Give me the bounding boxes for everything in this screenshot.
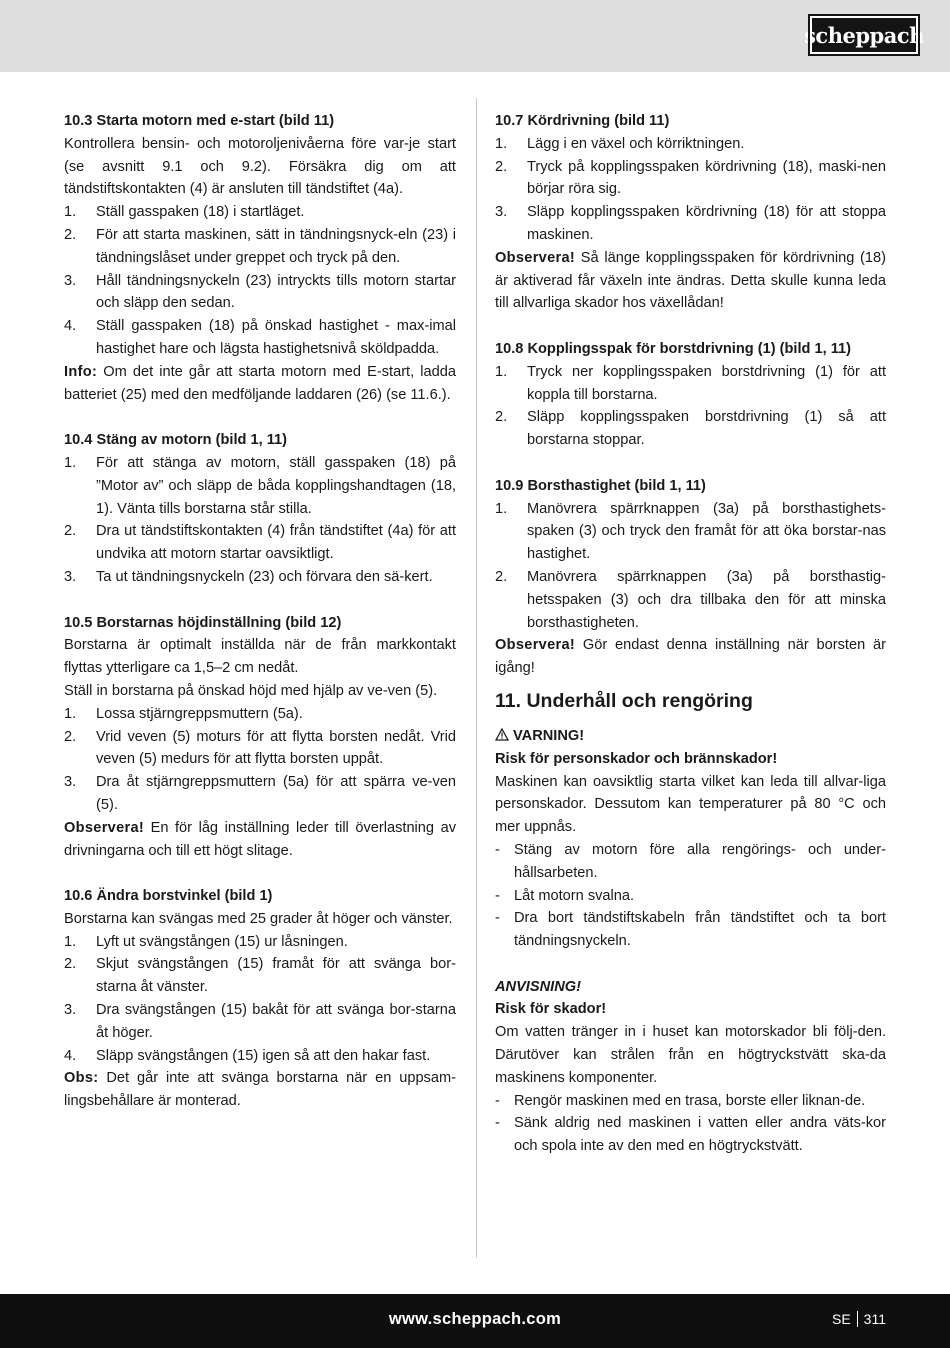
list-item: 3. Släpp kopplingsspaken kördrivning (18) för att stoppa maskinen. <box>495 204 886 243</box>
list-item: 1. Tryck ner kopplingsspaken borstdrivning (1) för att koppla till borstarna. <box>495 363 886 403</box>
list-item: 2. Vrid veven (5) moturs för att flytta borsten nedåt. Vrid veven (5) medurs för att flytta borsten uppåt. <box>64 728 456 768</box>
section-10-7-steps <box>495 133 886 247</box>
section-10-5-p1: Borstarna är optimalt inställda när de från markkontakt flyttas ytterligare ca 1,5–2 cm nedåt. <box>64 637 456 677</box>
list-item: 3. Håll tändningsnyckeln (23) intryckts tills motorn startar och släpp den sedan. <box>64 272 456 312</box>
section-10-9-steps <box>495 498 886 635</box>
list-item: - Stäng av motorn före alla rengörings- och under-hållsarbeten. <box>495 841 886 881</box>
advice-text: Om vatten tränger in i huset kan motorskador bli följ-den. Därutöver kan strålen från en högtryckstvätt ska-da maskinens komponenter. <box>495 1024 886 1086</box>
brand-logo: scheppach <box>810 16 918 54</box>
list-item: 1. Ställ gasspaken (18) i startläget. <box>64 204 305 221</box>
warning-list <box>495 839 886 953</box>
list-item: 1. Lyft ut svängstången (15) ur låsningen. <box>64 933 348 950</box>
warning-triangle-icon <box>495 728 509 741</box>
section-11-title: 11. Underhåll och rengöring <box>495 689 753 712</box>
left-column <box>64 110 456 1113</box>
section-10-6-note: Obs: Det går inte att svänga borstarna när en uppsam-lingsbehållare är monterad. <box>64 1070 456 1110</box>
section-10-5-steps <box>64 703 456 817</box>
list-item: 2. För att starta maskinen, sätt in tändningsnyck-eln (23) i tändningslåset under greppet och tryck på den. <box>64 226 456 266</box>
right-column <box>495 110 886 1158</box>
advice-heading: ANVISNING! <box>495 978 581 995</box>
section-10-5-note: Observera! En för låg inställning leder till överlastning av drivningarna och till ett högt slitage. <box>64 819 456 859</box>
advice-subheading: Risk för skador! <box>495 1001 607 1018</box>
advice-list <box>495 1090 886 1158</box>
list-item: 4. Ställ gasspaken (18) på önskad hastighet - max-imal hastighet hare och lägsta hastighetsnivå sköldpadda. <box>64 318 456 357</box>
list-item: 2. Tryck på kopplingsspaken kördrivning (18), maski-nen börjar röra sig. <box>495 158 886 198</box>
section-10-6-steps <box>64 931 456 1068</box>
section-10-3-note: Info: Om det inte går att starta motorn med E-start, ladda batteriet (25) med den medföljande laddaren (26) (se 11.6.). <box>64 363 456 403</box>
list-item: 3. Dra svängstången (15) bakåt för att svänga bor-starna åt höger. <box>64 1002 456 1041</box>
list-item: 1. Manövrera spärrknappen (3a) på borsthastighets-spaken (3) och tryck den framåt för att öka borstar-nas hastighet. <box>495 500 886 563</box>
section-10-4-title: 10.4 Stäng av motorn (bild 1, 11) <box>64 432 288 449</box>
section-10-7-note: Observera! Så länge kopplingsspaken för kördrivning (18) är aktiverad får växeln inte ändras. Detta skulle kunna leda till allvarliga skador hos växellådan! <box>495 249 886 312</box>
section-10-7-title: 10.7 Kördrivning (bild 11) <box>495 113 670 129</box>
column-divider <box>476 98 477 1258</box>
section-10-5-title: 10.5 Borstarnas höjdinställning (bild 12) <box>64 614 342 631</box>
section-10-5-p2: Ställ in borstarna på önskad höjd med hjälp av ve-ven (5). <box>64 682 438 699</box>
list-item: - Låt motorn svalna. <box>495 887 635 904</box>
list-item: 2. Dra ut tändstiftskontakten (4) från tändstiftet (4a) för att undvika att motorn startar oavsiktligt. <box>64 523 456 563</box>
list-item: 3. Dra åt stjärngreppsmuttern (5a) för att spärra ve-ven (5). <box>64 774 456 813</box>
list-item: 2. Manövrera spärrknappen (3a) på borsthastig-hetsspaken (3) och dra tillbaka den för att minska borsthastigheten. <box>495 568 886 631</box>
section-10-4-steps <box>64 452 456 589</box>
section-10-9-note: Observera! Gör endast denna inställning när borsten är igång! <box>495 637 886 677</box>
section-10-3-intro: Kontrollera bensin- och motoroljenivåerna före var-je start (se avsnitt 9.1 och 9.2). Försäkra dig om att tändstiftskontakten (4) är ansluten till tändstiftet (4a). <box>64 135 456 198</box>
warning-heading: VARNING! <box>495 725 886 748</box>
section-10-6-title: 10.6 Ändra borstvinkel (bild 1) <box>64 888 273 905</box>
warning-subheading: Risk för personskador och brännskador! <box>495 750 778 767</box>
list-item: 2. Släpp kopplingsspaken borstdrivning (1) så att borstarna stoppar. <box>495 409 886 449</box>
list-item: 4. Släpp svängstången (15) igen så att den hakar fast. <box>64 1047 431 1064</box>
section-10-3-steps <box>64 201 456 361</box>
footer-website-link[interactable]: www.scheppach.com <box>388 1310 562 1328</box>
section-10-8-title: 10.8 Kopplingsspak för borstdrivning (1) (bild 1, 11) <box>495 340 851 357</box>
list-item: - Dra bort tändstiftskabeln från tändstiftet och ta bort tändningsnyckeln. <box>495 910 886 950</box>
page-number: SE 311 <box>831 1311 886 1327</box>
list-item: 2. Skjut svängstången (15) framåt för att svänga bor-starna åt vänster. <box>64 956 456 996</box>
list-item: - Sänk aldrig ned maskinen i vatten eller andra väts-kor och spola inte av den med en högtryckstvätt. <box>495 1115 886 1155</box>
list-item: 1. För att stänga av motorn, ställ gasspaken (18) på ”Motor av” och släpp de båda kopplingshandtagen (18, 1). Vänta tills borstarna står stilla. <box>64 454 456 517</box>
list-item: 3. Ta ut tändningsnyckeln (23) och förvara den sä-kert. <box>64 568 433 585</box>
header-bar <box>0 0 950 72</box>
section-10-9-title: 10.9 Borsthastighet (bild 1, 11) <box>495 477 706 494</box>
list-item: 1. Lägg i en växel och körriktningen. <box>495 135 745 152</box>
list-item: 1. Lossa stjärngreppsmuttern (5a). <box>64 705 303 722</box>
section-10-6-p1: Borstarna kan svängas med 25 grader åt höger och vänster. <box>64 910 453 927</box>
section-10-3-title: 10.3 Starta motorn med e-start (bild 11) <box>64 113 335 129</box>
section-10-8-steps <box>495 361 886 452</box>
footer-bar <box>0 1294 950 1348</box>
list-item: - Rengör maskinen med en trasa, borste eller liknan-de. <box>495 1092 866 1109</box>
warning-text: Maskinen kan oavsiktlig starta vilket kan leda till allvar-liga personskador. Dessutom kan temperaturer på 80 °C och mer uppnås. <box>495 773 886 836</box>
